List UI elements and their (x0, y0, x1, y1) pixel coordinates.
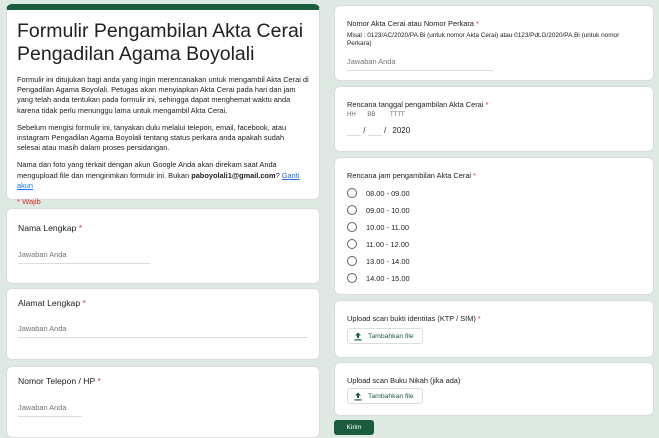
date-separator: / (363, 126, 366, 135)
form-title: Formulir Pengambilan Akta Cerai Pengadilan Agama Boyolali (17, 20, 304, 65)
question-label-alamat (18, 298, 86, 309)
question-label-nomor (347, 18, 641, 29)
year-input[interactable]: 2020 (392, 126, 411, 135)
question-hint-nomor: Misal : 0123/AC/2020/PA.Bi (untuk nomor Akta Cerai) atau 0123/Pdt.G/2020/PA.Bi (untuk nomor Perkara) (347, 32, 620, 47)
radio-option-label: 11.00 - 12.00 (366, 239, 410, 249)
question-card-jam (334, 157, 654, 295)
upload-icon (354, 332, 362, 341)
radio-option[interactable] (347, 188, 410, 198)
radio-option[interactable] (347, 239, 409, 249)
alamat-input[interactable]: Jawaban Anda (18, 324, 308, 338)
month-label: BB (367, 112, 376, 118)
radio-circle-icon[interactable] (347, 205, 357, 215)
question-label-jam (347, 170, 641, 181)
add-file-label: Tambahkan file (368, 392, 414, 400)
form-description (17, 75, 309, 191)
account-notice-suffix: ? (275, 170, 282, 180)
question-card-tanggal (334, 86, 654, 152)
nama-input[interactable]: Jawaban Anda (18, 250, 150, 264)
required-note: * Wajib (17, 197, 41, 207)
year-label: TTTT (390, 112, 405, 118)
question-text-telepon: Nomor Telepon / HP (18, 376, 96, 386)
question-label-nama (18, 223, 82, 234)
radio-option[interactable] (347, 256, 410, 266)
radio-circle-icon[interactable] (347, 256, 357, 266)
upload-icon (354, 392, 362, 401)
radio-option-label: 13.00 - 14.00 (366, 256, 410, 266)
telepon-input[interactable]: Jawaban Anda (18, 403, 82, 417)
add-file-button[interactable] (347, 328, 423, 344)
add-file-button[interactable] (347, 388, 423, 404)
required-mark: * (473, 171, 477, 180)
required-mark: * (82, 298, 86, 308)
description-paragraph-2: Sebelum mengisi formulir ini, tanyakan dulu melalui telepon, email, facebook, atau instagram Pengadilan Agama Boyolali tentang status perkara anda apakah sudah selesai atau masih dalam proses persidangan. (17, 122, 287, 153)
radio-option-label: 14.00 - 15.00 (366, 273, 410, 283)
radio-circle-icon[interactable] (347, 222, 357, 232)
question-card-upload-identitas (334, 300, 654, 358)
question-card-telepon (6, 366, 320, 438)
account-email: paboyolali1@gmail.com (191, 170, 276, 180)
day-label: HH (347, 112, 356, 118)
nomor-input[interactable]: Jawaban Anda (347, 57, 493, 71)
required-mark: * (475, 19, 479, 28)
question-text-alamat: Alamat Lengkap (18, 298, 81, 308)
question-text-tanggal: Rencana tanggal pengambilan Akta Cerai (347, 100, 484, 109)
radio-circle-icon[interactable] (347, 188, 357, 198)
radio-option-label: 09.00 - 10.00 (366, 205, 410, 215)
question-card-nomor (334, 5, 654, 81)
question-card-nama (6, 208, 320, 284)
question-text-upload-identitas: Upload scan bukti identitas (KTP / SIM) (347, 314, 476, 323)
required-mark: * (78, 223, 83, 233)
question-card-upload-nikah (334, 362, 654, 416)
month-input[interactable] (368, 126, 382, 136)
date-input[interactable] (347, 126, 410, 136)
radio-option[interactable] (347, 222, 409, 232)
switch-account-link[interactable]: Ganti akun (17, 170, 300, 190)
day-input[interactable] (347, 126, 361, 136)
date-separator: / (383, 126, 387, 135)
submit-button[interactable]: Kirim (334, 420, 374, 435)
radio-option[interactable] (347, 205, 410, 215)
question-label-telepon (18, 376, 101, 387)
account-notice-text: Nama dan foto yang terkait dengan akun Google Anda akan direkam saat Anda mengupload file dan mengirimkan formulir ini. Bukan (17, 160, 277, 180)
question-text-nama: Nama Lengkap (18, 223, 77, 233)
radio-circle-icon[interactable] (347, 273, 357, 283)
description-paragraph-1: Formulir ini ditujukan bagi anda yang ingin merencanakan untuk mengambil Akta Cerai di Pengadilan Agama Boyolali. Petugas akan menyiapkan Akta Cerai pada hari dan jam yang telah anda tentukan pada formulir ini, sehingga dapat menghemat waktu anda karena tidak perlu menunggu lama untuk mengambil Akta Cerai. (17, 75, 309, 115)
question-label-tanggal (347, 99, 641, 110)
question-label-upload-identitas (347, 313, 641, 324)
question-text-jam: Rencana jam pengambilan Akta Cerai (347, 171, 472, 180)
question-label-upload-nikah: Upload scan Buku Nikah (jika ada) (347, 376, 461, 385)
required-mark: * (485, 100, 489, 109)
date-field-labels (347, 112, 405, 118)
question-card-alamat (6, 288, 320, 360)
description-paragraph-3 (17, 160, 309, 191)
form-header-card (6, 4, 320, 207)
add-file-label: Tambahkan file (368, 332, 414, 340)
radio-circle-icon[interactable] (347, 239, 357, 249)
radio-option-label: 08.00 - 09.00 (366, 188, 410, 198)
question-text-nomor: Nomor Akta Cerai atau Nomor Perkara (347, 19, 474, 28)
required-mark: * (477, 314, 481, 323)
required-mark: * (97, 376, 101, 386)
radio-option-label: 10.00 - 11.00 (366, 222, 410, 232)
radio-option[interactable] (347, 273, 410, 283)
